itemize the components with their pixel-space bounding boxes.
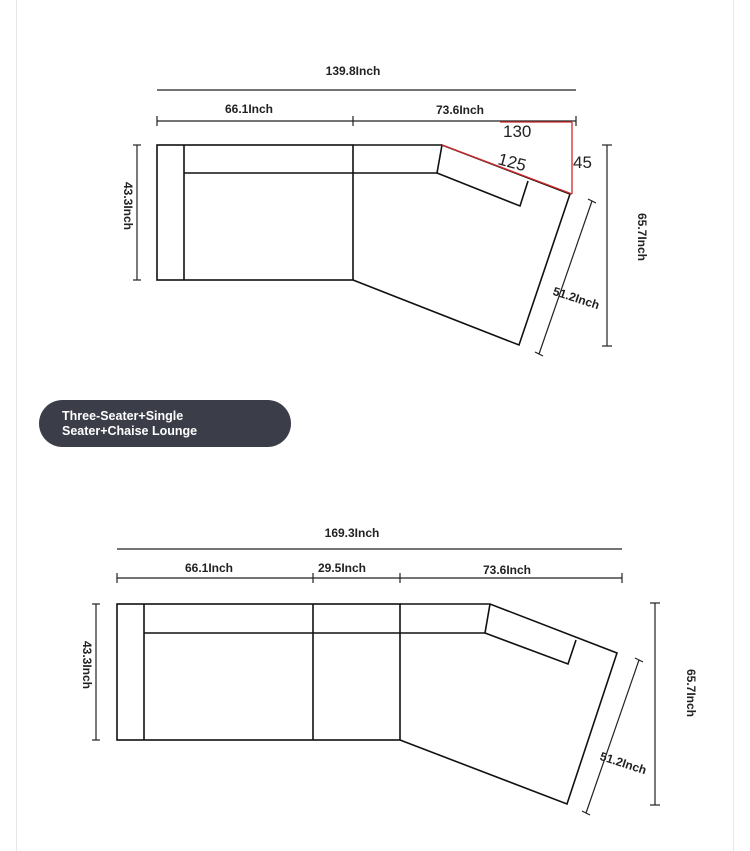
right-width-label: 73.6Inch [435, 103, 485, 117]
depth-label: 43.3Inch [121, 181, 135, 231]
chaise-length-label: 51.2Inch [598, 749, 649, 778]
middle-width-label: 29.5Inch [317, 561, 367, 575]
overall-width-label: 169.3Inch [324, 526, 380, 540]
left-width-label: 66.1Inch [184, 561, 234, 575]
configuration-label-text: Three-Seater+Single Seater+Chaise Lounge [62, 409, 198, 438]
angle-top-label: 130 [503, 122, 532, 141]
depth-label: 43.3Inch [80, 640, 94, 690]
sofa-diagram-top [0, 0, 750, 380]
configuration-label [39, 400, 291, 447]
total-depth-label: 65.7Inch [684, 668, 698, 718]
right-width-label: 73.6Inch [482, 563, 532, 577]
chaise-length-line [539, 201, 592, 354]
sofa-outline [117, 604, 617, 804]
angle-side-label: 45 [573, 153, 592, 172]
angle-mid-label: 125 [495, 149, 529, 176]
total-depth-label: 65.7Inch [635, 212, 649, 262]
sofa-diagram-bottom [0, 491, 750, 851]
overall-width-label: 139.8Inch [325, 64, 381, 78]
sofa-outline [157, 145, 570, 345]
chaise-length-line [586, 660, 639, 813]
chaise-length-label: 51.2Inch [551, 284, 602, 313]
left-width-label: 66.1Inch [224, 102, 274, 116]
